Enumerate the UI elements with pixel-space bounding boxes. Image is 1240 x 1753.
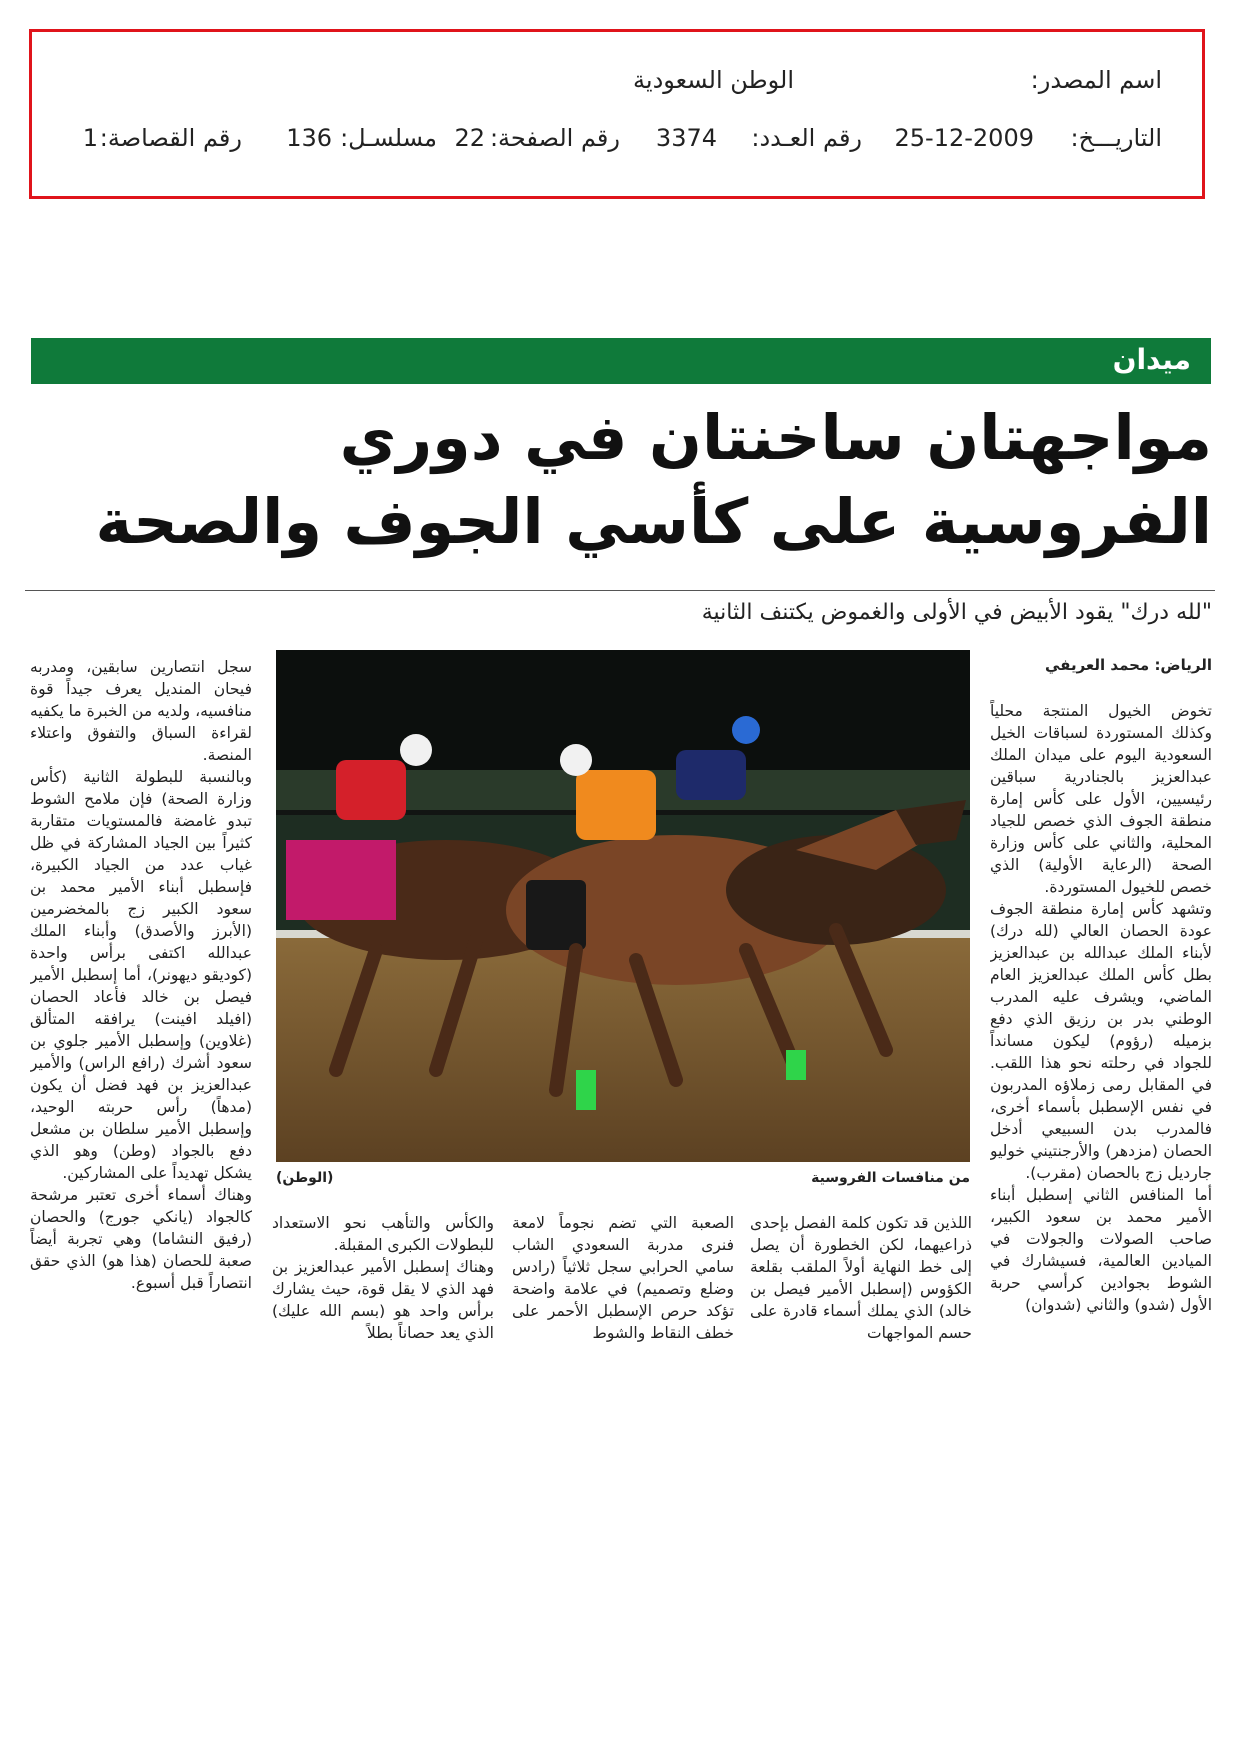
page-value: 22 bbox=[454, 124, 485, 152]
article-subheadline: "لله درك" يقود الأبيض في الأولى والغموض يكتنف الثانية bbox=[701, 600, 1212, 625]
photo-credit: (الوطن) bbox=[276, 1170, 334, 1186]
article-column-1: تخوض الخيول المنتجة محلياً وكذلك المستوردة لسباقات الخيل السعودية اليوم على ميدان الملك عبدالعزيز بالجنادرية سباقين رئيسيين، الأول على كأس إمارة منطقة الجوف الذي خصص للجياد المحلية، والثاني على كأس وزارة الصحة (الرعاية الأولية) الذي خصص للخيول المستوردة. وتشهد كأس إمارة منطقة الجوف عودة الحصان العالي (لله درك) لأبناء الملك عبدالله بن عبدالعزيز بطل كأس الملك عبدالعزيز العام الماضي، ويشرف عليه المدرب الوطني بدر بن رزيق الذي دفع بزميله (رؤوم) ليكون مسانداً للجواد في رحلته نحو هذا اللقب. في المقابل رمى زملاؤه المدربون في نفس الإسطبل بأسماء أخرى، فالمدرب بدن السبيعي أدخل الحصان (مزدهر) والأرجنتيني خوليو جارديل زج بالحصان (مقرب). أما المنافس الثاني إسطبل أبناء الأمير محمد بن سعود الكبير، صاحب الصولات والجولات في الميادين العالمية، فسيشارك في الشوط بجوادين كرأسي حربة الأول (شدو) والثاني (شدوان) bbox=[990, 702, 1212, 1314]
date-value: 25-12-2009 bbox=[894, 124, 1034, 152]
source-value: الوطن السعودية bbox=[633, 66, 794, 94]
serial-value: 136 bbox=[286, 124, 332, 152]
article-column-5: سجل انتصارين سابقين، ومدربه فيحان المنديل يعرف جيداً قوة منافسيه، ولديه من الخبرة ما يكفيه لقراءة السباق والتفوق واعتلاء المنصة. وبالنسبة للبطولة الثانية (كأس وزارة الصحة) فإن ملامح الشوط تبدو غامضة فالمستويات متقاربة كثيراً بين الجياد المشاركة في ظل غياب عدد من الجياد الكبيرة، فإسطبل أبناء الأمير محمد بن سعود الكبير زج بالمخضرمين (الأبرز والأصدق) وأبناء الملك عبدالله اكتفى برأس واحدة (كوديقو ديهونر)، أما إسطبل الأمير فيصل بن خالد فأعاد الحصان (افيلد افينت) يرافقه المتألق (غلاوين) وإسطبل الأمير جلوي بن سعود أشرك (رافع الراس) والأمير عبدالعزيز بن فهد فضل أن يكون (مدهاً) رأس حربته الوحيد، وإسطبل الأمير سلطان بن مشعل دفع بالجواد (وطن) وهو الذي يشكل تهديداً على المشاركين. وهناك أسماء أخرى تعتبر مرشحة كالجواد (يانكي جورج) والحصان (رفيق النشاما) وهي تجربة أيضاً صعبة للحصان (هذا هو) الذي حقق انتصاراً قبل أسبوع. bbox=[30, 658, 252, 1292]
date-label: التاريـــخ: bbox=[1070, 124, 1162, 152]
article-column-2: اللذين قد تكون كلمة الفصل بإحدى ذراعيهما، لكن الخطورة أن يصل إلى خط النهاية أولاً الملقب بقلعة الكؤوس (إسطبل الأمير فيصل بن خالد) الذي يملك أسماء قادرة على حسم المواجهات bbox=[750, 1214, 972, 1342]
section-title: ميدان bbox=[1112, 343, 1191, 376]
article-headline: مواجهتان ساخنتان في دوري الفروسية على كأسي الجوف والصحة bbox=[95, 401, 1212, 558]
photo-caption: من منافسات الفروسية bbox=[811, 1170, 970, 1186]
clip-label: رقم القصاصة: bbox=[99, 124, 242, 152]
page-label: رقم الصفحة: bbox=[489, 124, 620, 152]
headline-divider bbox=[25, 590, 1215, 591]
clipping-metadata-box bbox=[29, 29, 1205, 199]
clip-value: 1 bbox=[82, 124, 98, 152]
article-byline: الرياض: محمد العريفي bbox=[1045, 656, 1212, 674]
source-label: اسم المصدر: bbox=[1030, 66, 1162, 94]
serial-label: مسلسـل: bbox=[340, 124, 437, 152]
article-column-4: والكأس والتأهب نحو الاستعداد للبطولات الكبرى المقبلة. وهناك إسطبل الأمير عبدالعزيز بن فهد الذي لا يقل قوة، حيث يشارك برأس واحد هو (بسم الله عليك) الذي يعد حصاناً بطلاً bbox=[272, 1214, 494, 1342]
article-column-3: الصعبة التي تضم نجوماً لامعة فنرى مدربة السعودي الشاب سامي الحرابي سجل ثلاثياً (رادس وضلع وتصميم) في علامة واضحة تؤكد حرص الإسطبل الأحمر على خطف النقاط والشوط bbox=[512, 1214, 734, 1342]
horse-race-photo bbox=[276, 650, 970, 1162]
section-bar bbox=[31, 338, 1211, 384]
horse-race-illustration bbox=[276, 650, 970, 1162]
issue-label: رقم العـدد: bbox=[751, 124, 862, 152]
issue-value: 3374 bbox=[655, 124, 717, 152]
